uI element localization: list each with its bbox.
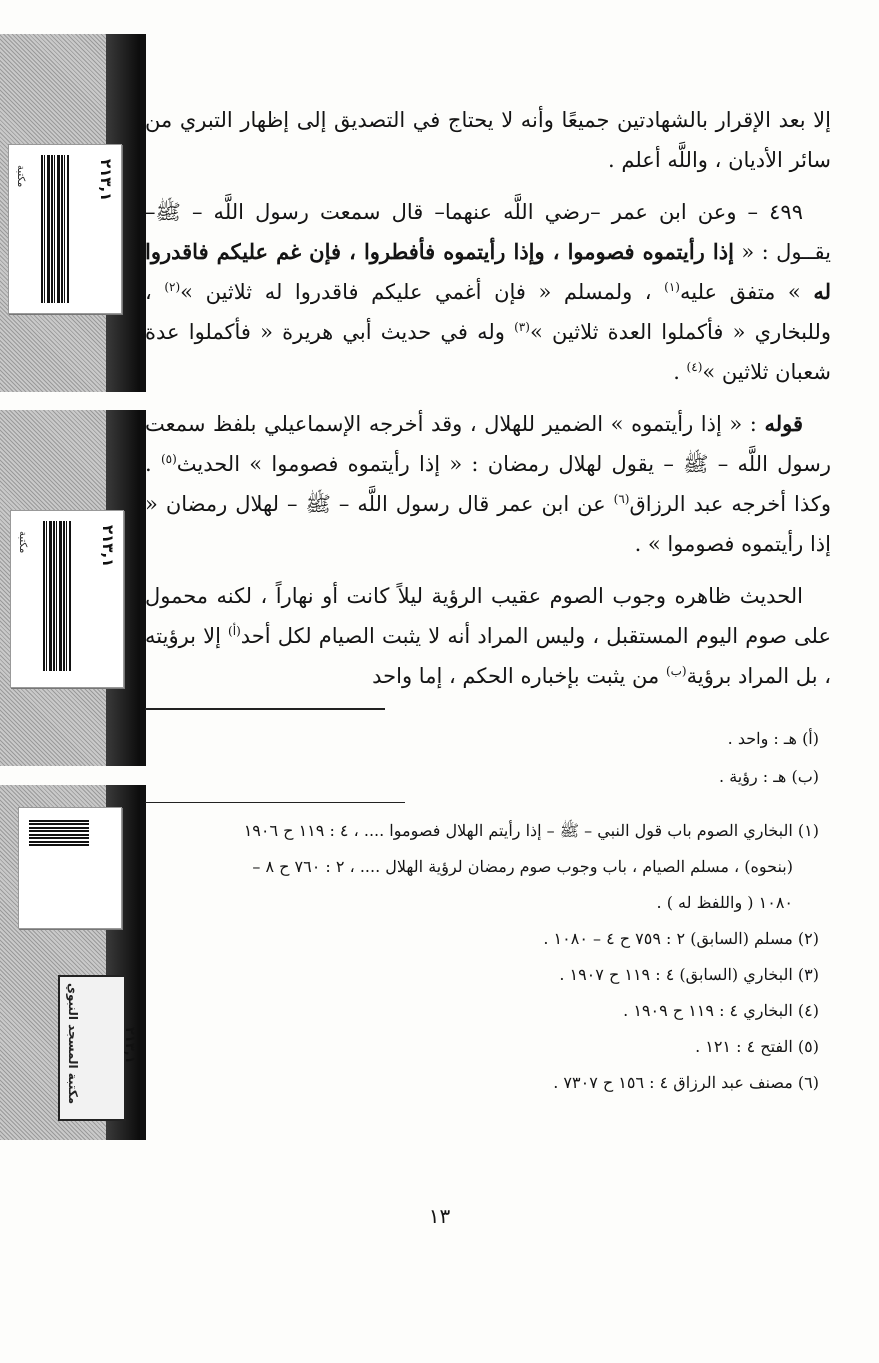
text-run: ، وللبخاري « فأكملوا العدة ثلاثين » [145,280,832,344]
paragraph: إلا بعد الإقرار بالشهادتين جميعًا وأنه لا يحتاج في التصديق إلى إظهار التبري من سائر الأديان ، واللَّه أعلم . [145,108,831,172]
variant-note: (ب) هـ : رؤية . [719,767,819,786]
footnote-ref[interactable]: (٣) [514,320,530,334]
margin-strip-middle [0,410,146,766]
footnote-ref[interactable]: (٤) [686,360,703,374]
footnote-ref[interactable]: (١) [664,280,680,294]
text-run: » متفق عليه [679,280,814,304]
call-number: ٢١٣,١ [122,1027,137,1064]
library-sticker [18,807,122,929]
margin-strip-bottom [0,785,146,1140]
text-run: الحديث ظاهره وجوب الصوم عقيب الرؤية ليلاً كانت أو نهاراً ، لكنه محمول على صوم اليوم المستقبل ، وليس المراد أنه لا يثبت الصيام لكل أحد [145,584,831,648]
hadith-text: إذا رأيتموه فصوموا ، وإذا رأيتموه فأفطروا ، فإن غم عليكم فاقدروا له [145,239,831,304]
footnote-continuation: (بنحوه) ، مسلم الصيام ، باب وجوب صوم رمضان لرؤية الهلال .... ، ٢ : ٧٦٠ ح ٨ – [252,857,793,876]
variant-ref[interactable]: (أ) [228,624,241,638]
footnote: (١) البخاري الصوم باب قول النبي – ﷺ – إذا رأيتم الهلال فصوموا .... ، ٤ : ١١٩ ح ١٩٠٦ [243,821,819,840]
footnote: (٦) مصنف عبد الرزاق ٤ : ١٥٦ ح ٧٣٠٧ . [553,1073,819,1092]
footnotes [145,813,831,1101]
page-number: ١٣ [428,1204,451,1228]
text-run: : « إذا رأيتموه » الضمير للهلال ، وقد أخرجه الإسماعيلي بلفظ سمعت رسول اللَّه – ﷺ – يقول لهلال رمضان : « إذا رأيتموه فصوموا » الحديث [145,412,832,476]
body-text [145,100,831,696]
footnote-ref[interactable]: (٦) [613,492,630,506]
variant-notes [145,720,831,796]
text-run: عن ابن عمر قال رسول اللَّه – ﷺ – لهلال رمضان « إذا رأيتموه فصوموا » . [145,492,831,556]
variant-note: (أ) هـ : واحد . [727,729,819,748]
footnote: (٥) الفتح ٤ : ١٢١ . [695,1037,819,1056]
hadith-paragraph [145,192,831,392]
page [145,100,831,1101]
text-run: ، ولمسلم « فإن أغمي عليكم فاقدروا له ثلاثين » [180,280,665,304]
call-number: ٢١٣,١ [99,525,117,568]
text-run: ٤٩٩ – وعن ابن عمر –رضي اللَّه عنهما– قال سمعت رسول اللَّه – ﷺ– يقــول : « [145,200,832,264]
barcode [43,521,71,671]
call-number: ٢١٣,١ [97,159,115,202]
footnote: (٣) البخاري (السابق) ٤ : ١١٩ ح ١٩٠٧ . [559,965,819,984]
commentary-paragraph [145,404,831,564]
sticker-side-label: مكتبة [17,531,28,554]
library-sticker [10,510,124,688]
barcode [41,155,69,303]
commentary-paragraph [145,576,831,696]
text-run: . وكذا أخرجه عبد الرزاق [145,452,831,516]
library-stamp [58,975,137,1121]
variant-ref[interactable]: (ب) [665,664,687,678]
footnote: (٢) مسلم (السابق) ٢ : ٧٥٩ ح ٤ – ١٠٨٠ . [543,929,819,948]
commentary-lead: قوله [764,411,803,436]
stamp-text: مكتبة المسجد النبوي [66,983,80,1105]
text-run: . [673,360,687,384]
text-run: من يثبت بإخباره الحكم ، إما واحد [372,664,666,688]
text-run: وله في حديث أبي هريرة « فأكملوا عدة شعبان ثلاثين » [145,320,831,384]
footnote-divider [145,708,385,710]
sticker-side-label: مكتبة [15,165,26,188]
barcode [29,820,89,846]
library-sticker [8,144,122,314]
footnote-ref[interactable]: (٢) [164,280,181,294]
margin-strip-top [0,34,146,392]
footnote-divider [145,802,405,803]
footnote-continuation: ١٠٨٠ ( واللفظ له ) . [656,893,793,912]
text-run: إلا برؤيته ، بل المراد برؤية [145,624,831,688]
footnote-ref[interactable]: (٥) [160,452,177,466]
footnote: (٤) البخاري ٤ : ١١٩ ح ١٩٠٩ . [623,1001,819,1020]
